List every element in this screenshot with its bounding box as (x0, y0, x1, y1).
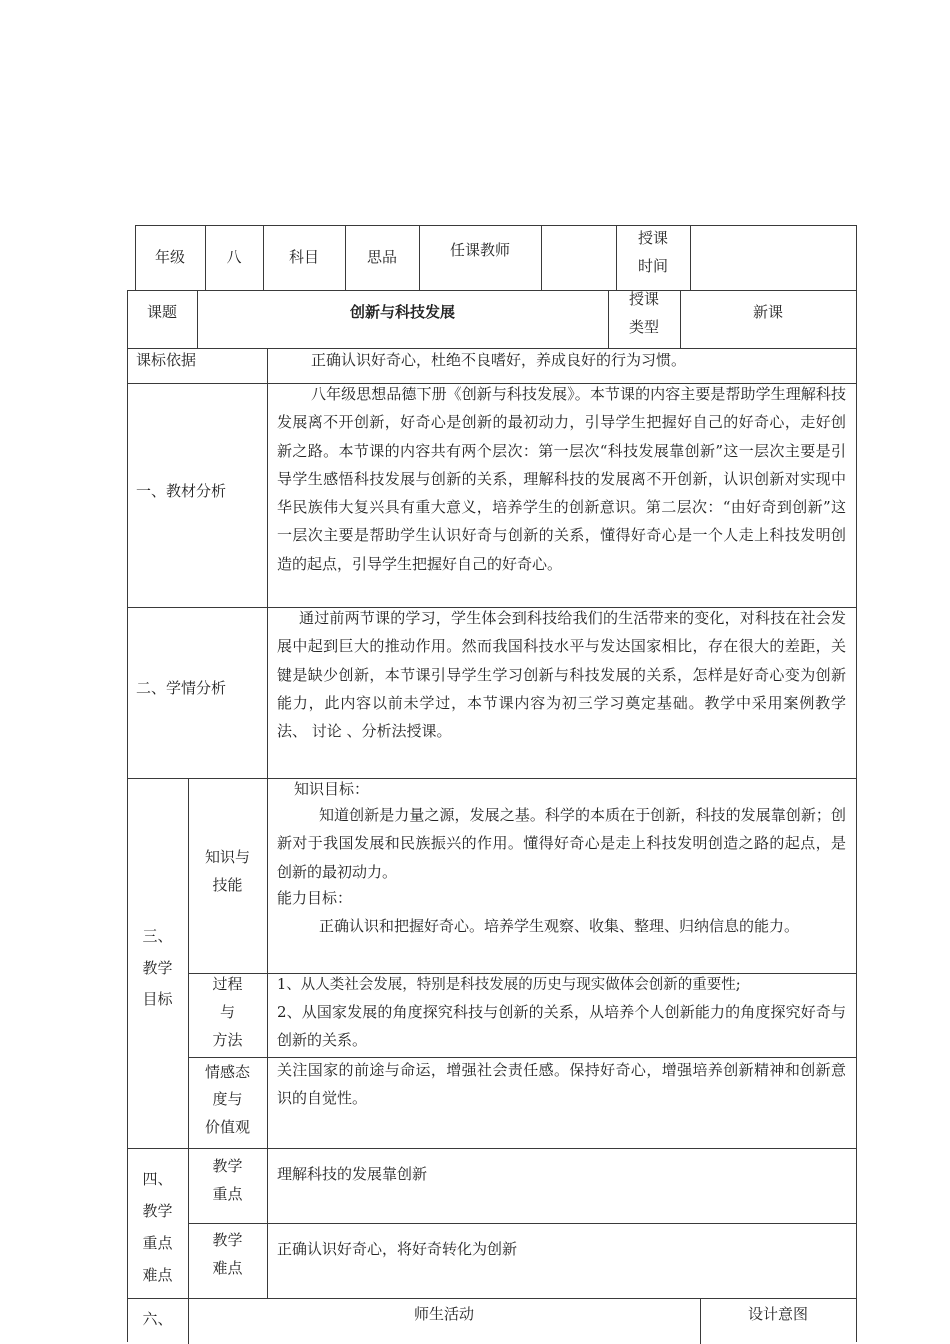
time-label-line-1: 授课 (637, 229, 668, 247)
design-intent-header: 设计意图 (747, 1305, 808, 1323)
grid-line (127, 290, 857, 291)
type-value: 新课 (752, 303, 783, 321)
grid-line (127, 778, 857, 779)
activity-section-label: 六、 (142, 1310, 173, 1328)
emotion-text: 关注国家的前途与命运，增强社会责任感。保持好奇心，增强培养创新精神和创新意识的自觉性。 (277, 1061, 846, 1108)
grid-line (135, 225, 857, 226)
topic-label: 课题 (146, 303, 177, 321)
goals-label-line-2: 教学 (142, 959, 173, 977)
grid-line (856, 225, 857, 290)
keypoints-label-line-1: 四、 (142, 1170, 173, 1188)
goals-label-line-1: 三、 (142, 927, 173, 945)
keypoints-label-line-4: 难点 (142, 1266, 173, 1284)
emotion-label-line-3: 价值观 (204, 1118, 250, 1136)
grid-line (127, 1298, 857, 1299)
difficulty-label-line-1: 教学 (212, 1231, 243, 1249)
textbook-analysis-text: 八年级思想品德下册《创新与科技发展》。本节课的内容主要是帮助学生理解科技发展离不开创新，好奇心是创新的最初动力，引导学生把握好自己的好奇心，走好创新之路。本节课的内容共有两个层次：第一层次“科技发展靠创新”这一层次主要是引导学生感悟科技发展与创新的关系，理解科技的发展离不开创新，认识创新对实现中华民族伟大复兴具有重大意义，培养学生的创新意识。第二层次：“由好奇到创新”这一层次主要是帮助学生认识好奇与创新的关系，懂得好奇心是一个人走上科技发明创造的起点，引导学生把握好自己的好奇心。 (277, 385, 846, 573)
learner-analysis-text: 通过前两节课的学习，学生体会到科技给我们的生活带来的变化，对科技在社会发展中起到巨大的推动作用。然而我国科技水平与发达国家相比，存在很大的差距，关键是缺少创新，本节课引导学生学习创新与科技发展的关系，怎样是好奇心变为创新能力，此内容以前未学过，本节课内容为初三学习奠定基础。教学中采用案例教学法、 讨论 、分析法授课。 (277, 609, 846, 741)
focus-label-line-1: 教学 (212, 1157, 243, 1175)
standard-label: 课标依据 (136, 351, 197, 369)
keypoints-label-line-3: 重点 (142, 1234, 173, 1252)
grid-line (127, 1148, 857, 1149)
teacher-label: 任课教师 (449, 241, 510, 259)
grade-value: 八 (226, 248, 242, 266)
standard-text: 正确认识好奇心，杜绝不良嗜好，养成良好的行为习惯。 (311, 351, 687, 369)
knowledge-heading: 知识目标： (294, 780, 370, 798)
knowledge-label-line-2: 技能 (212, 876, 243, 894)
process-label-line-2: 与 (219, 1003, 235, 1021)
subject-label: 科目 (288, 248, 319, 266)
knowledge-text: 知道创新是力量之源，发展之基。科学的本质在于创新，科技的发展靠创新；创新对于我国发展和民族振兴的作用。懂得好奇心是走上科技发明创造之路的起点，是创新的最初动力。 (277, 806, 846, 881)
type-label-line-2: 类型 (628, 318, 659, 336)
process-label-line-1: 过程 (212, 975, 243, 993)
process-line-2: 2、从国家发展的角度探究科技与创新的关系，从培养个人创新能力的角度探究好奇与创新的关系。 (277, 1003, 846, 1050)
grid-line (541, 225, 542, 290)
grid-line (267, 778, 268, 1148)
focus-text: 理解科技的发展靠创新 (277, 1165, 428, 1183)
textbook-analysis-label: 一、教材分析 (136, 482, 227, 500)
goals-label-line-3: 目标 (142, 990, 173, 1008)
difficulty-label-line-2: 难点 (212, 1259, 243, 1277)
grid-line (690, 225, 691, 290)
grade-label: 年级 (154, 248, 185, 266)
activities-header: 师生活动 (413, 1305, 474, 1323)
process-label-line-3: 方法 (212, 1031, 243, 1049)
ability-text: 正确认识和把握好奇心。培养学生观察、收集、整理、归纳信息的能力。 (319, 917, 800, 935)
knowledge-label-line-1: 知识与 (204, 848, 250, 866)
time-label-line-2: 时间 (637, 257, 668, 275)
grid-line (188, 1223, 857, 1224)
difficulty-text: 正确认识好奇心，将好奇转化为创新 (277, 1240, 518, 1258)
grid-line (856, 290, 857, 1342)
type-label-line-1: 授课 (628, 290, 659, 308)
ability-heading: 能力目标： (277, 889, 353, 907)
emotion-label-line-2: 度与 (212, 1090, 243, 1108)
process-line-1: 1、从人类社会发展，特别是科技发展的历史与现实做体会创新的重要性; (277, 977, 741, 993)
focus-label-line-2: 重点 (212, 1185, 243, 1203)
subject-value: 思品 (366, 248, 397, 266)
topic-title: 创新与科技发展 (349, 303, 455, 321)
keypoints-label-line-2: 教学 (142, 1202, 173, 1220)
learner-analysis-label: 二、学情分析 (136, 679, 227, 697)
grid-line (267, 348, 268, 778)
emotion-label-line-1: 情感态 (204, 1063, 250, 1081)
